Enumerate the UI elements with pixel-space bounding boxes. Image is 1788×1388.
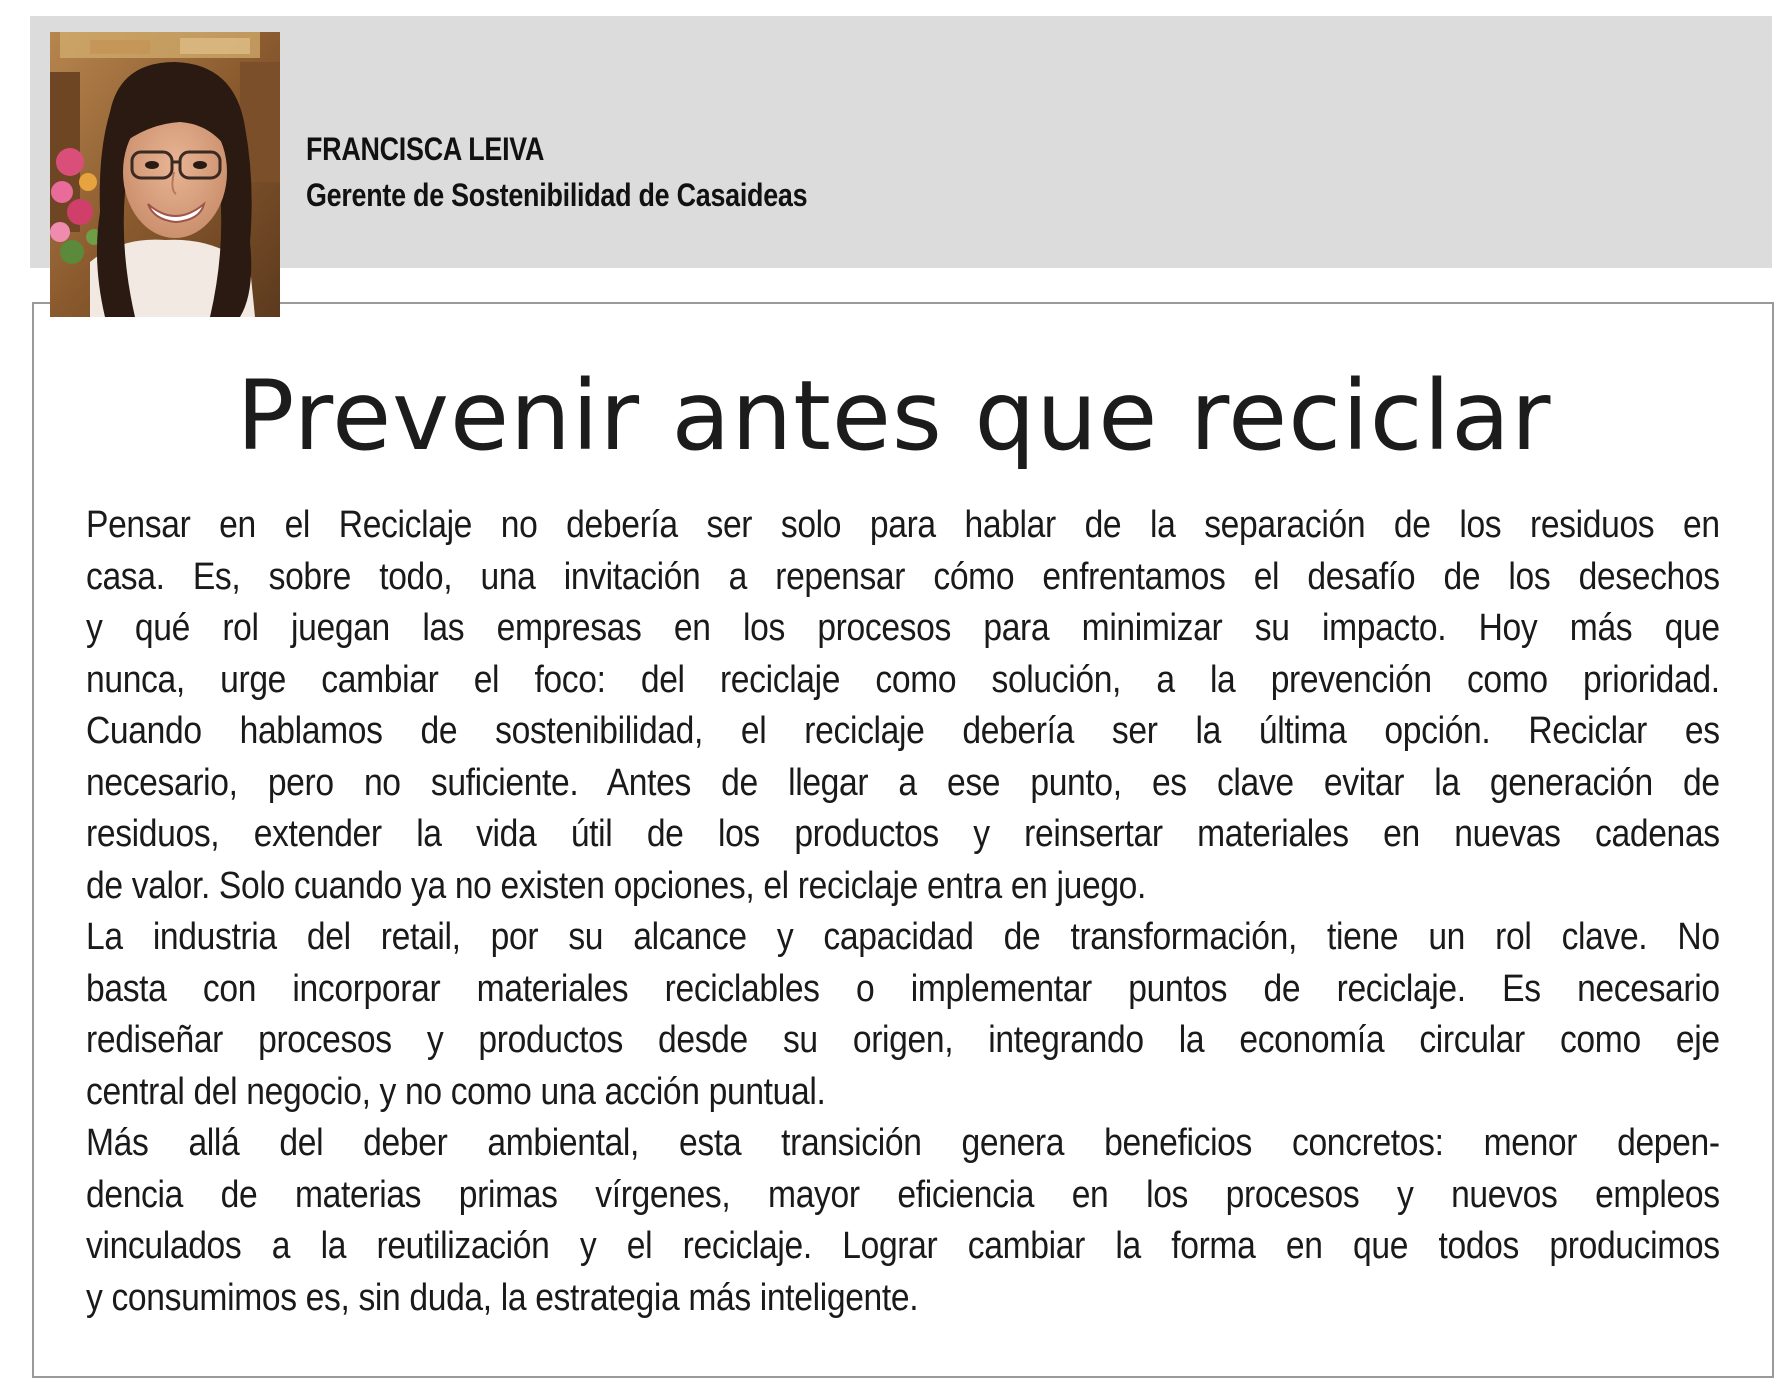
- body-line: vinculados a la reutilización y el reciclaje. Lograr cambiar la forma en que todos producimos: [86, 1225, 1720, 1267]
- body-line: Pensar en el Reciclaje no debería ser solo para hablar de la separación de los residuos en: [86, 504, 1720, 546]
- body-line: nunca, urge cambiar el foco: del reciclaje como solución, a la prevención como prioridad.: [86, 658, 1720, 701]
- body-line: rediseñar procesos y productos desde su origen, integrando la economía circular como eje: [86, 1019, 1720, 1061]
- body-line: central del negocio, y no como una acción puntual.: [86, 1070, 826, 1113]
- article-body: [86, 500, 1720, 1324]
- author-name: FRANCISCA LEIVA: [306, 131, 545, 167]
- author-portrait-image: [50, 32, 280, 317]
- article-title: Prevenir antes que reciclar: [236, 360, 1552, 472]
- body-line: necesario, pero no suficiente. Antes de llegar a ese punto, es clave evitar la generación de: [86, 761, 1720, 804]
- body-line: residuos, extender la vida útil de los productos y reinsertar materiales en nuevas cadenas: [86, 813, 1720, 855]
- body-line: casa. Es, sobre todo, una invitación a repensar cómo enfrentamos el desafío de los desechos: [86, 555, 1720, 598]
- body-line: La industria del retail, por su alcance y capacidad de transformación, tiene un rol clave. No: [86, 916, 1720, 958]
- author-role: Gerente de Sostenibilidad de Casaideas: [306, 177, 808, 213]
- body-line: y consumimos es, sin duda, la estrategia más inteligente.: [86, 1276, 919, 1319]
- body-line: de valor. Solo cuando ya no existen opciones, el reciclaje entra en juego.: [86, 864, 1147, 907]
- body-line: basta con incorporar materiales reciclables o implementar puntos de reciclaje. Es necesario: [86, 967, 1720, 1010]
- author-photo: [50, 32, 280, 317]
- body-line: Cuando hablamos de sostenibilidad, el reciclaje debería ser la última opción. Reciclar es: [86, 710, 1720, 752]
- body-line: Más allá del deber ambiental, esta transición genera beneficios concretos: menor depen-: [86, 1122, 1720, 1164]
- byline: [306, 126, 903, 218]
- body-line: dencia de materias primas vírgenes, mayor eficiencia en los procesos y nuevos empleos: [86, 1173, 1720, 1216]
- body-line: y qué rol juegan las empresas en los procesos para minimizar su impacto. Hoy más que: [86, 607, 1720, 649]
